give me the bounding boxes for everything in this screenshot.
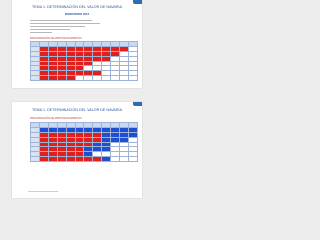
- page-title: TEMA 1. DETERMINACIÓN DEL VALOR DE NAVARIA: [31, 5, 123, 9]
- grid-cell: [75, 76, 84, 81]
- page-corner-tab: [133, 0, 142, 4]
- grid-cell: [31, 157, 40, 162]
- grid-cell: [48, 157, 57, 162]
- grid-cell: [84, 76, 93, 81]
- grid-cell: [128, 76, 137, 81]
- grid-cell: [66, 157, 75, 162]
- text-line: [30, 23, 100, 24]
- schedule-grid: [30, 41, 138, 81]
- grid-cell: [93, 157, 102, 162]
- text-line: [30, 26, 85, 27]
- grid-cell: [111, 76, 120, 81]
- grid-cell: [120, 76, 129, 81]
- footer-line: [28, 191, 58, 192]
- page-corner-tab: [133, 102, 142, 106]
- grid-cell: [120, 157, 129, 162]
- grid-cell: [75, 157, 84, 162]
- page-subtitle: INVENTORIO 2015: [64, 12, 90, 16]
- grid-cell: [39, 157, 48, 162]
- grid-cell: [39, 76, 48, 81]
- grid-cell: [57, 76, 66, 81]
- document-page-2: [12, 102, 142, 198]
- grid-cell: [66, 76, 75, 81]
- grid-cell: [93, 76, 102, 81]
- grid-cell: [31, 76, 40, 81]
- grid-cell: [102, 157, 111, 162]
- text-line: [30, 32, 52, 33]
- grid-cell: [102, 76, 111, 81]
- grid-row: [31, 157, 138, 162]
- page-title: TEMA 1. DETERMINACIÓN DEL VALOR DE NAVARIA: [31, 108, 123, 112]
- grid-cell: [111, 157, 120, 162]
- text-line: [30, 20, 92, 21]
- grid-cell: [84, 157, 93, 162]
- grid-cell: [48, 76, 57, 81]
- section-label: PROGRAMACIÓN DE APROVISIONAMIENTOS: [30, 117, 82, 120]
- schedule-grid: [30, 122, 138, 162]
- text-line: [30, 29, 70, 30]
- grid-cell: [57, 157, 66, 162]
- grid-row: [31, 76, 138, 81]
- document-page-1: [12, 0, 142, 88]
- grid-cell: [128, 157, 137, 162]
- section-label: PROGRAMACIÓN DE APROVISIONAMIENTOS: [30, 37, 82, 40]
